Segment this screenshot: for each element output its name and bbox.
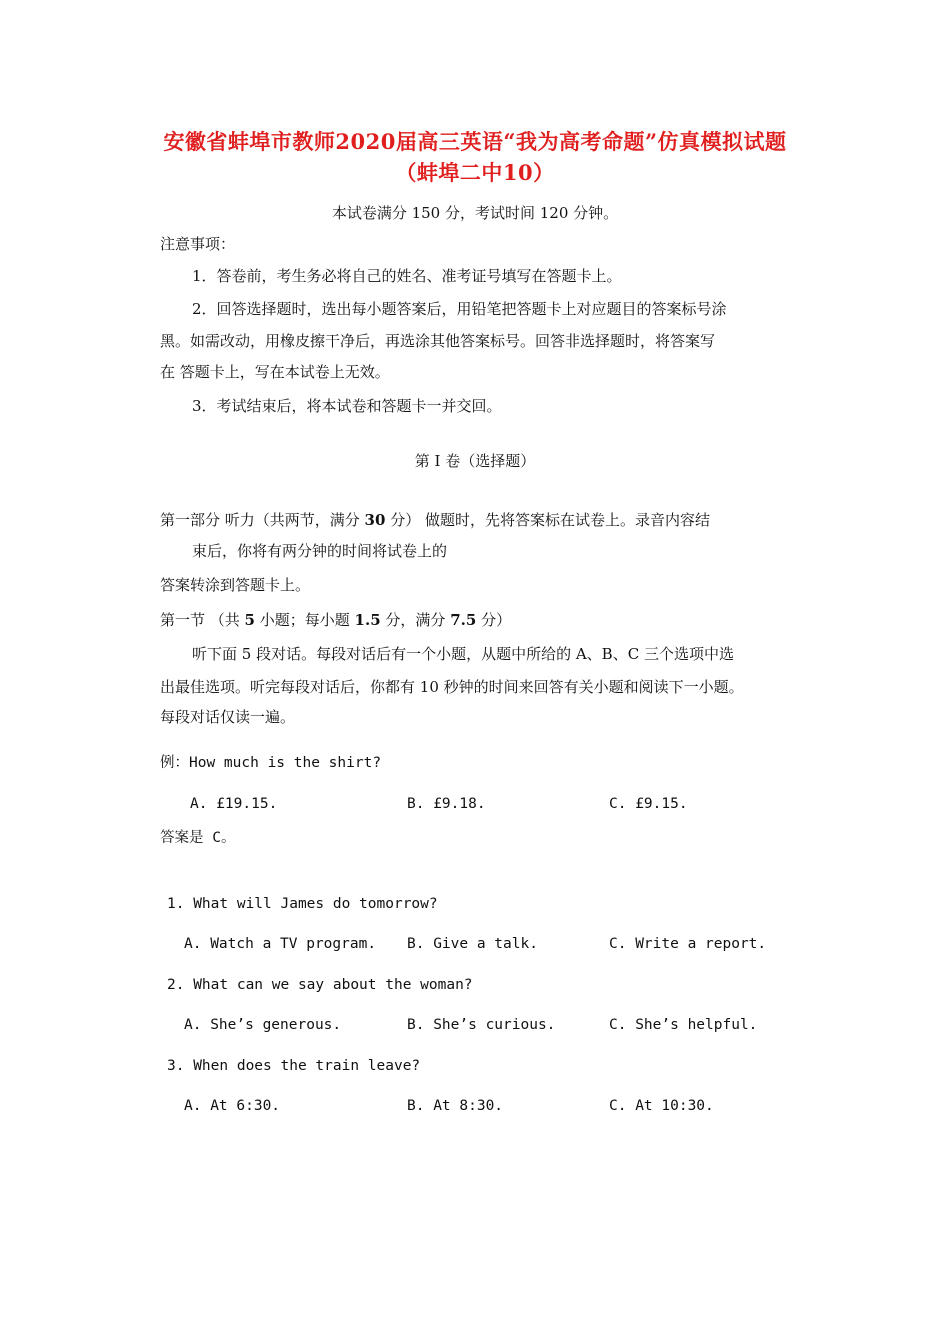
volume-heading: 第 I 卷（选择题）: [414, 452, 536, 470]
section1-total: 7.5: [450, 611, 477, 629]
section1-text-c: 分，满分: [380, 611, 451, 629]
example-answer: 答案是 C。: [160, 830, 236, 846]
part1-heading: [160, 510, 710, 530]
question-3-option-b: B. At 8:30.: [407, 1098, 504, 1114]
note-item: 1．答卷前，考生务必将自己的姓名、准考证号填写在答题卡上。: [192, 267, 622, 285]
part1-score: 30: [364, 511, 386, 529]
instruction-line: 每段对话仅读一遍。: [160, 708, 296, 726]
question-1: 1. What will James do tomorrow?: [167, 896, 438, 912]
instruction-line: 听下面 5 段对话。每段对话后有一个小题，从题中所给的 A、B、C 三个选项中选: [192, 645, 734, 663]
document-title-line1: 安徽省蚌埠市教师2020届高三英语“我为高考命题”仿真模拟试题: [163, 129, 787, 154]
note-item: 2．回答选择题时，选出每小题答案后，用铅笔把答题卡上对应题目的答案标号涂: [192, 300, 727, 318]
question-2: 2. What can we say about the woman?: [167, 977, 473, 993]
part1-line3: 答案转涂到答题卡上。: [160, 576, 311, 594]
section1-text-b: 小题；每小题: [254, 611, 355, 629]
question-3-option-c: C. At 10:30.: [609, 1098, 714, 1114]
instruction-line: 出最佳选项。听完每段对话后，你都有 10 秒钟的时间来回答有关小题和阅读下一小题。: [160, 678, 744, 696]
exam-info: 本试卷满分 150 分，考试时间 120 分钟。: [331, 204, 619, 222]
part1-text-a: 第一部分 听力（共两节，满分: [160, 511, 365, 529]
section1-text-a: 第一节 （共: [160, 611, 245, 629]
note-item: 黑。如需改动，用橡皮擦干净后，再选涂其他答案标号。回答非选择题时，将答案写: [160, 332, 716, 350]
example-question: 例：How much is the shirt?: [160, 755, 382, 771]
section1-text-d: 分）: [476, 611, 512, 629]
question-1-option-a: A. Watch a TV program.: [184, 936, 377, 952]
question-1-option-b: B. Give a talk.: [407, 936, 538, 952]
section1-count: 5: [244, 611, 255, 629]
document-title-line2: （蚌埠二中10）: [395, 160, 555, 185]
section1-each: 1.5: [354, 611, 381, 629]
section1-heading: [160, 610, 511, 630]
question-3-option-a: A. At 6:30.: [184, 1098, 281, 1114]
question-3: 3. When does the train leave?: [167, 1058, 421, 1074]
example-option-c: C. £9.15.: [609, 796, 688, 812]
note-item: 在 答题卡上，写在本试卷上无效。: [160, 363, 390, 381]
part1-line2: 束后，你将有两分钟的时间将试卷上的: [192, 542, 448, 560]
example-option-a: A. £19.15.: [190, 796, 278, 812]
question-1-option-c: C. Write a report.: [609, 936, 767, 952]
notes-heading: 注意事项：: [160, 235, 236, 253]
question-2-option-a: A. She’s generous.: [184, 1017, 342, 1033]
part1-text-b: 分） 做题时，先将答案标在试卷上。录音内容结: [385, 511, 710, 529]
note-item: 3．考试结束后，将本试卷和答题卡一并交回。: [192, 397, 502, 415]
question-2-option-b: B. She’s curious.: [407, 1017, 556, 1033]
question-2-option-c: C. She’s helpful.: [609, 1017, 758, 1033]
example-option-b: B. £9.18.: [407, 796, 486, 812]
